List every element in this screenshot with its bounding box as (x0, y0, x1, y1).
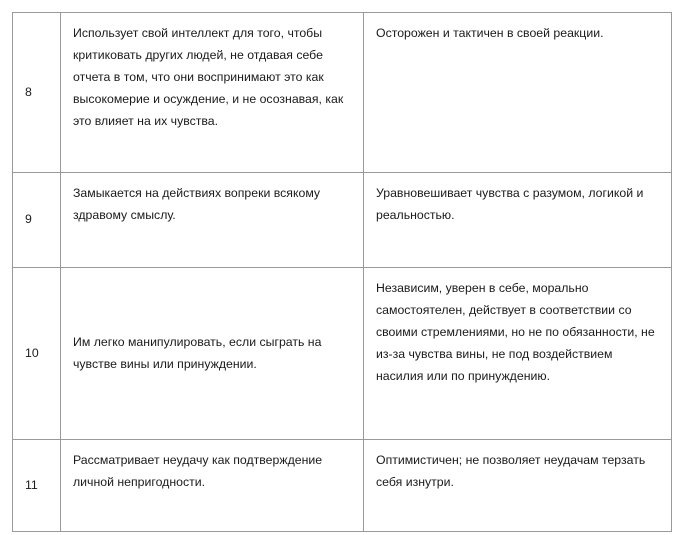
traits-table (12, 12, 672, 532)
row-right-cell (364, 173, 672, 268)
row-number-cell (13, 173, 61, 268)
row-right-text: Уравновешивает чувства с разумом, логикой и реальностью. (376, 186, 644, 222)
row-right-cell (364, 13, 672, 173)
row-number: 8 (25, 84, 32, 99)
row-number: 10 (25, 345, 39, 360)
row-left-cell (61, 173, 364, 268)
row-left-cell (61, 268, 364, 440)
row-number-cell (13, 268, 61, 440)
row-left-cell (61, 440, 364, 532)
table-row (13, 173, 672, 268)
table-row (13, 13, 672, 173)
row-number-cell (13, 13, 61, 173)
row-left-text: Рассматривает неудачу как подтверждение личной непригодности. (73, 453, 323, 489)
row-number-cell (13, 440, 61, 532)
table-row (13, 440, 672, 532)
row-left-text: Замыкается на действиях вопреки всякому здравому смыслу. (73, 186, 321, 222)
row-right-text: Оптимистичен; не позволяет неудачам терзать себя изнутри. (376, 453, 646, 489)
row-left-text: Использует свой интеллект для того, чтобы критиковать других людей, не отдавая себе отчета в том, что они воспринимают это как высокомерие и осуждение, и не осознавая, как это влияет на их чувства. (73, 26, 344, 128)
row-number: 9 (25, 212, 32, 227)
row-right-text: Независим, уверен в себе, морально самостоятелен, действует в соответствии со своими стремлениями, но не по обязанности, не из-за чувства вины, не под воздействием насилия или по принуждению. (376, 281, 655, 383)
row-right-text: Осторожен и тактичен в своей реакции. (376, 26, 604, 40)
row-left-text: Им легко манипулировать, если сыграть на чувстве вины или принуждении. (73, 334, 322, 371)
row-left-cell (61, 13, 364, 173)
table-row (13, 268, 672, 440)
row-right-cell (364, 440, 672, 532)
table-body (13, 13, 672, 532)
row-right-cell (364, 268, 672, 440)
row-number: 11 (25, 477, 38, 492)
